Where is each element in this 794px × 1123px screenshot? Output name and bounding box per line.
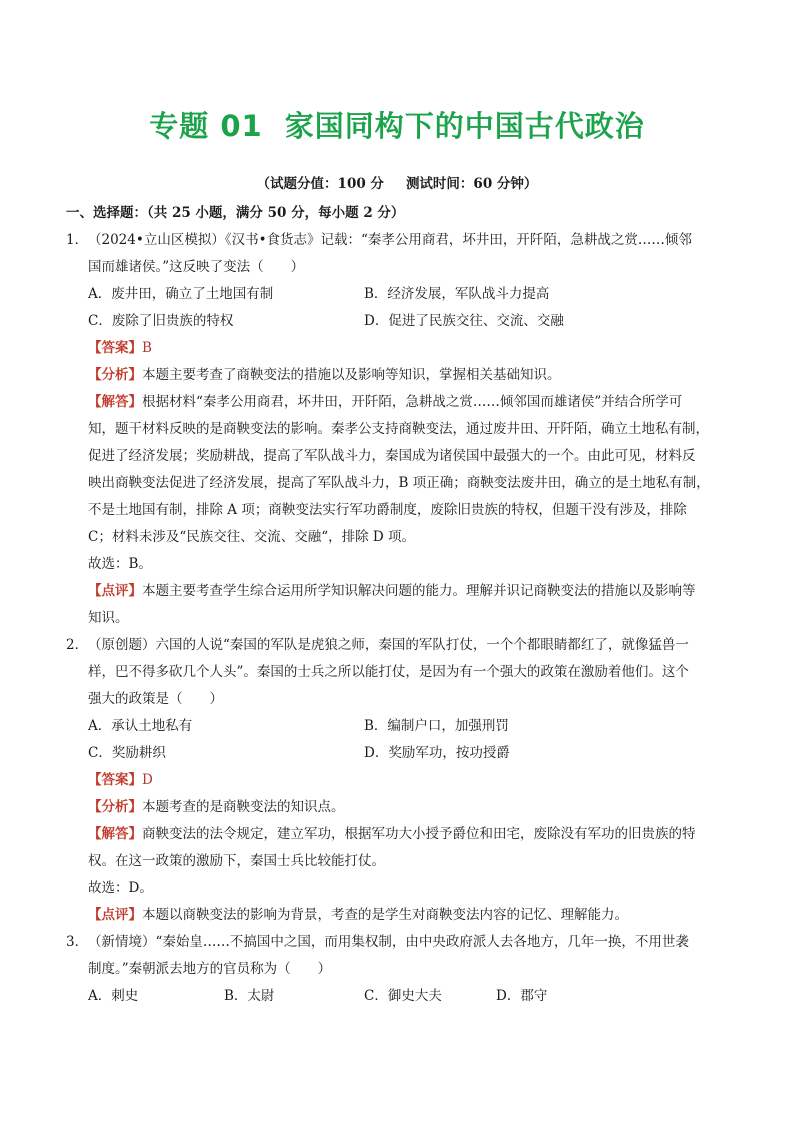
option-a: A．承认土地私有 [88,718,193,734]
explain-text: 促进了经济发展；奖励耕战，提高了军队战斗力，秦国成为诸侯国中最强大的一个。由此可见，材料反 [88,448,696,464]
analysis-tag: 【分析】 [88,367,142,383]
question-text-line: 样，巴不得多砍几个人头”。秦国的士兵之所以能打仗，是因为有一个强大的政策在激励着他们。这个 [88,664,689,680]
question-number: 1． [66,232,89,248]
option-c: C．御史大夫 [364,988,442,1004]
question-text-line: （2024•立山区模拟）《汉书•食货志》记载：“秦孝公用商君，坏井田，开阡陌，急耕战之赏……倾邻 [88,232,692,248]
option-d: D．促进了民族交往、交流、交融 [364,313,564,329]
explain-text: 商鞅变法的法令规定，建立军功，根据军功大小授予爵位和田宅，废除没有军功的旧贵族的特 [142,826,696,842]
option-c: C．奖励耕织 [88,745,166,761]
explain-tag: 【解答】 [88,394,142,410]
analysis-text: 本题考查的是商鞅变法的知识点。 [142,799,345,815]
question-text-line: 国而雄诸侯。”这反映了变法（ ） [88,259,305,275]
comment-text: 本题以商鞅变法的影响为背景，考查的是学生对商鞅变法内容的记忆、理解能力。 [142,907,628,923]
page-title [0,104,794,145]
answer-tag: 【答案】 [88,772,142,788]
question-text-line: （原创题）六国的人说“秦国的军队是虎狼之师，秦国的军队打仗，一个个都眼睛都红了，就像猛兽一 [88,637,689,653]
option-a: A．刺史 [88,988,139,1004]
options-row [66,713,728,740]
explain-text: 映出商鞅变法促进了经济发展，提高了军队战斗力，B 项正确；商鞅变法废井田，确立的是土地私有制， [88,475,710,491]
question-2 [66,632,728,929]
section-heading: 一、选择题：（共 25 小题，满分 50 分，每小题 2 分） [66,205,405,221]
answer-line [66,767,728,794]
title-topic-name: 家国同构下的中国古代政治 [284,109,645,143]
explain-text: C；材料未涉及“民族交往、交流、交融“，排除 D 项。 [88,529,416,545]
option-d: D．奖励军功，按功授爵 [364,745,510,761]
options-row [66,983,728,1010]
analysis-text: 本题主要考查了商鞅变法的措施以及影响等知识，掌握相关基础知识。 [142,367,561,383]
comment-line [66,578,728,605]
explain-text: 不是土地国有制，排除 A 项；商鞅变法实行军功爵制度，废除旧贵族的特权，但题干没有涉及，排除 [88,502,687,518]
explain-line [66,389,728,416]
option-c: C．废除了旧贵族的特权 [88,313,234,329]
comment-tag: 【点评】 [88,583,142,599]
question-number: 2． [66,637,89,653]
explain-text: 根据材料“秦孝公用商君，坏井田，开阡陌，急耕战之赏……倾邻国而雄诸侯”并结合所学可 [142,394,683,410]
answer-value: D [142,772,153,788]
question-number: 3． [66,934,89,950]
option-b: B．经济发展，军队战斗力提高 [364,286,550,302]
exam-content [66,200,728,1010]
option-b: B．太尉 [224,988,275,1004]
explain-text: 权。在这一政策的激励下，秦国士兵比较能打仗。 [88,853,385,869]
option-d: D．郡守 [496,988,548,1004]
options-row [66,740,728,767]
question-text-line: 强大的政策是（ ） [88,691,223,707]
choose-line: 故选：B。 [88,556,152,572]
option-a: A．废井田，确立了土地国有制 [88,286,274,302]
exam-info [0,172,794,192]
question-text-line: （新情境）“秦始皇……不搞国中之国，而用集权制，由中央政府派人去各地方，几年一换，不用世袭 [88,934,689,950]
title-topic-number: 专题 01 [149,109,263,143]
exam-time: 测试时间：60 分钟） [405,176,538,192]
comment-text: 知识。 [88,610,129,626]
explain-tag: 【解答】 [88,826,142,842]
comment-tag: 【点评】 [88,907,142,923]
options-row [66,308,728,335]
analysis-tag: 【分析】 [88,799,142,815]
explain-text: 知，题干材料反映的是商鞅变法的影响。秦孝公支持商鞅变法，通过废井田、开阡陌，确立土地私有制， [88,421,709,437]
question-text-line: 制度。”秦朝派去地方的官员称为（ ） [88,961,332,977]
analysis-line [66,362,728,389]
question-1 [66,227,728,632]
analysis-line [66,794,728,821]
explain-line [66,821,728,848]
comment-line [66,902,728,929]
answer-tag: 【答案】 [88,340,142,356]
answer-value: B [142,340,152,356]
question-3 [66,929,728,1010]
exam-score: （试题分值：100 分 [256,176,384,192]
answer-line [66,335,728,362]
comment-text: 本题主要考查学生综合运用所学知识解决问题的能力。理解并识记商鞅变法的措施以及影响等 [142,583,696,599]
options-row [66,281,728,308]
choose-line: 故选：D。 [88,880,153,896]
option-b: B．编制户口，加强刑罚 [364,718,509,734]
